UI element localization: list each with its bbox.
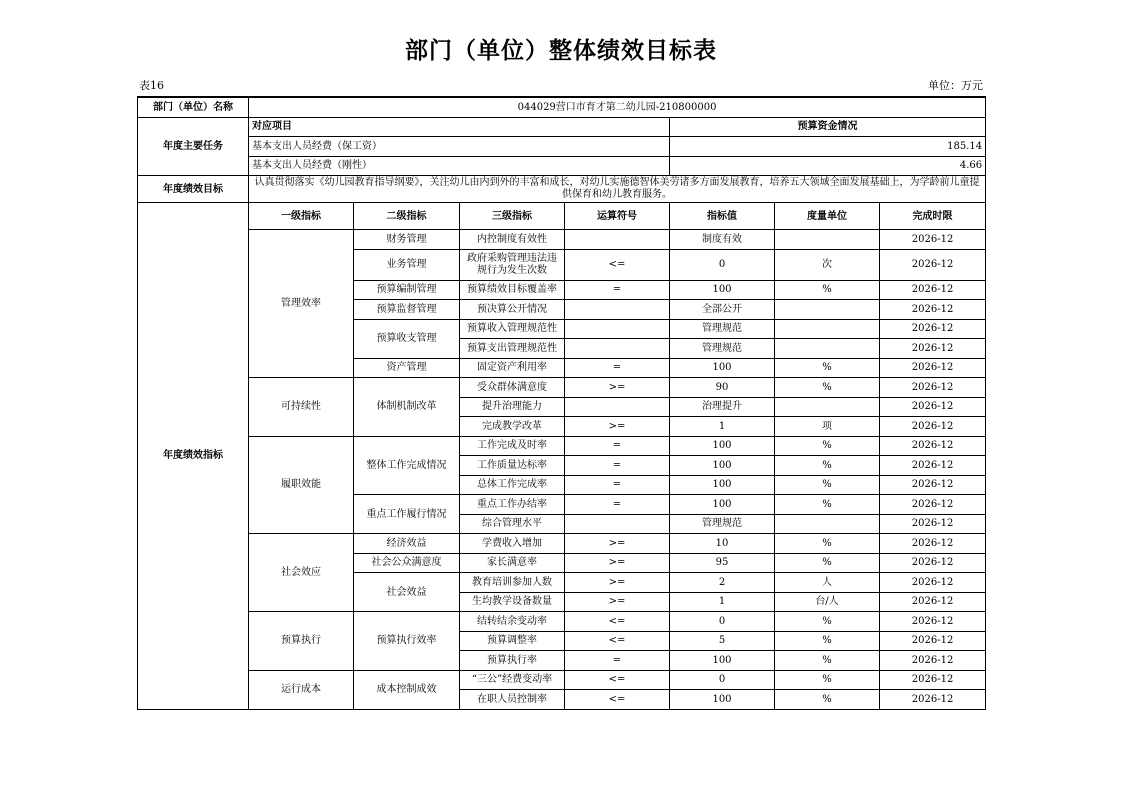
operator [565, 319, 670, 339]
measure-unit: % [775, 670, 880, 690]
level3-indicator: 学费收入增加 [460, 534, 565, 554]
col-project-header: 对应项目 [249, 117, 670, 137]
level3-indicator: 预算支出管理规范性 [460, 339, 565, 359]
dept-label: 部门（单位）名称 [138, 97, 249, 117]
header-operator: 运算符号 [565, 203, 670, 230]
indicator-row [138, 378, 986, 398]
indicator-value: 制度有效 [670, 230, 775, 250]
indicator-value: 全部公开 [670, 300, 775, 320]
deadline: 2026-12 [880, 358, 986, 378]
deadline: 2026-12 [880, 495, 986, 515]
operator: >= [565, 378, 670, 398]
level3-indicator: 固定资产利用率 [460, 358, 565, 378]
measure-unit [775, 230, 880, 250]
task-amount: 4.66 [670, 156, 986, 176]
indicator-row [138, 230, 986, 250]
indicators-label: 年度绩效指标 [138, 203, 249, 710]
measure-unit [775, 300, 880, 320]
deadline: 2026-12 [880, 397, 986, 417]
level3-indicator: 生均教学设备数量 [460, 592, 565, 612]
level1-indicator: 社会效应 [249, 534, 354, 612]
deadline: 2026-12 [880, 319, 986, 339]
measure-unit: 次 [775, 249, 880, 280]
indicator-value: 100 [670, 280, 775, 300]
level3-indicator: 完成教学改革 [460, 417, 565, 437]
indicator-value: 0 [670, 612, 775, 632]
indicator-row [138, 534, 986, 554]
indicator-value: 0 [670, 249, 775, 280]
performance-table [137, 96, 986, 710]
deadline: 2026-12 [880, 573, 986, 593]
indicator-value: 管理规范 [670, 319, 775, 339]
measure-unit [775, 319, 880, 339]
table-number: 表16 [139, 79, 164, 92]
header-unit: 度量单位 [775, 203, 880, 230]
measure-unit: % [775, 690, 880, 710]
deadline: 2026-12 [880, 436, 986, 456]
deadline: 2026-12 [880, 230, 986, 250]
operator [565, 397, 670, 417]
indicator-row [138, 436, 986, 456]
header-deadline: 完成时限 [880, 203, 986, 230]
measure-unit: 台/人 [775, 592, 880, 612]
measure-unit: % [775, 280, 880, 300]
indicator-value: 100 [670, 436, 775, 456]
indicator-value: 管理规范 [670, 339, 775, 359]
goal-label: 年度绩效目标 [138, 176, 249, 203]
measure-unit: % [775, 534, 880, 554]
level3-indicator: 家长满意率 [460, 553, 565, 573]
operator: = [565, 456, 670, 476]
level1-indicator: 预算执行 [249, 612, 354, 671]
measure-unit: 人 [775, 573, 880, 593]
deadline: 2026-12 [880, 280, 986, 300]
indicator-value: 10 [670, 534, 775, 554]
level3-indicator: 综合管理水平 [460, 514, 565, 534]
task-project: 基本支出人员经费（保工资） [249, 137, 670, 157]
operator: <= [565, 612, 670, 632]
operator: = [565, 358, 670, 378]
task-row [138, 137, 986, 157]
task-header-row [138, 117, 986, 137]
measure-unit: % [775, 553, 880, 573]
level3-indicator: 总体工作完成率 [460, 475, 565, 495]
level2-indicator: 预算执行效率 [354, 612, 460, 671]
level2-indicator: 成本控制成效 [354, 670, 460, 709]
measure-unit: % [775, 651, 880, 671]
level1-indicator: 运行成本 [249, 670, 354, 709]
operator: >= [565, 534, 670, 554]
level3-indicator: 工作完成及时率 [460, 436, 565, 456]
level1-indicator: 履职效能 [249, 436, 354, 534]
indicator-header-row [138, 203, 986, 230]
level2-indicator: 社会公众满意度 [354, 553, 460, 573]
measure-unit: % [775, 631, 880, 651]
deadline: 2026-12 [880, 249, 986, 280]
deadline: 2026-12 [880, 690, 986, 710]
operator: = [565, 436, 670, 456]
level2-indicator: 业务管理 [354, 249, 460, 280]
measure-unit [775, 514, 880, 534]
level3-indicator: 重点工作办结率 [460, 495, 565, 515]
tasks-label: 年度主要任务 [138, 117, 249, 176]
measure-unit: % [775, 436, 880, 456]
dept-row [138, 97, 986, 117]
deadline: 2026-12 [880, 592, 986, 612]
measure-unit: % [775, 495, 880, 515]
measure-unit: % [775, 456, 880, 476]
indicator-row [138, 670, 986, 690]
col-budget-header: 预算资金情况 [670, 117, 986, 137]
deadline: 2026-12 [880, 670, 986, 690]
deadline: 2026-12 [880, 612, 986, 632]
dept-name: 044029营口市育才第二幼儿园-210800000 [249, 97, 986, 117]
level3-indicator: 预算绩效目标覆盖率 [460, 280, 565, 300]
task-amount: 185.14 [670, 137, 986, 157]
level3-indicator: 在职人员控制率 [460, 690, 565, 710]
level2-indicator: 资产管理 [354, 358, 460, 378]
indicator-value: 95 [670, 553, 775, 573]
unit-label: 单位：万元 [928, 79, 983, 92]
header-level3: 三级指标 [460, 203, 565, 230]
measure-unit: 项 [775, 417, 880, 437]
indicator-value: 1 [670, 417, 775, 437]
indicator-value: 100 [670, 358, 775, 378]
operator: >= [565, 417, 670, 437]
indicator-row [138, 612, 986, 632]
level3-indicator: 预算执行率 [460, 651, 565, 671]
level3-indicator: 预决算公开情况 [460, 300, 565, 320]
header-level1: 一级指标 [249, 203, 354, 230]
page-title: 部门（单位）整体绩效目标表 [405, 38, 717, 64]
level3-indicator: 政府采购管理违法违规行为发生次数 [460, 249, 565, 280]
task-project: 基本支出人员经费（刚性） [249, 156, 670, 176]
indicator-value: 90 [670, 378, 775, 398]
operator [565, 514, 670, 534]
indicator-value: 100 [670, 495, 775, 515]
deadline: 2026-12 [880, 553, 986, 573]
level2-indicator: 预算监督管理 [354, 300, 460, 320]
goal-row [138, 176, 986, 203]
deadline: 2026-12 [880, 339, 986, 359]
measure-unit: % [775, 358, 880, 378]
operator: = [565, 651, 670, 671]
measure-unit: % [775, 475, 880, 495]
level3-indicator: 预算调整率 [460, 631, 565, 651]
operator: <= [565, 249, 670, 280]
level2-indicator: 重点工作履行情况 [354, 495, 460, 534]
deadline: 2026-12 [880, 534, 986, 554]
operator: = [565, 475, 670, 495]
deadline: 2026-12 [880, 651, 986, 671]
operator: <= [565, 690, 670, 710]
level2-indicator: 财务管理 [354, 230, 460, 250]
level2-indicator: 社会效益 [354, 573, 460, 612]
indicator-value: 管理规范 [670, 514, 775, 534]
operator: = [565, 280, 670, 300]
level3-indicator: 提升治理能力 [460, 397, 565, 417]
indicator-value: 100 [670, 456, 775, 476]
level3-indicator: 结转结余变动率 [460, 612, 565, 632]
operator: >= [565, 553, 670, 573]
level2-indicator: 体制机制改革 [354, 378, 460, 437]
deadline: 2026-12 [880, 378, 986, 398]
level3-indicator: 受众群体满意度 [460, 378, 565, 398]
level3-indicator: 预算收入管理规范性 [460, 319, 565, 339]
deadline: 2026-12 [880, 631, 986, 651]
level3-indicator: 工作质量达标率 [460, 456, 565, 476]
deadline: 2026-12 [880, 300, 986, 320]
operator: >= [565, 573, 670, 593]
measure-unit: % [775, 378, 880, 398]
deadline: 2026-12 [880, 514, 986, 534]
goal-text: 认真贯彻落实《幼儿园教育指导纲要》，关注幼儿由内到外的丰富和成长，对幼儿实施德智体美劳诸多方面发展教育，培养五大领域全面发展基础上，为学龄前儿童提供保育和幼儿教育服务。 [249, 176, 986, 203]
header-value: 指标值 [670, 203, 775, 230]
indicator-value: 治理提升 [670, 397, 775, 417]
operator: <= [565, 631, 670, 651]
operator: >= [565, 592, 670, 612]
indicator-value: 100 [670, 690, 775, 710]
indicator-value: 5 [670, 631, 775, 651]
level1-indicator: 可持续性 [249, 378, 354, 437]
operator: <= [565, 670, 670, 690]
level3-indicator: 内控制度有效性 [460, 230, 565, 250]
level1-indicator: 管理效率 [249, 230, 354, 378]
indicator-value: 0 [670, 670, 775, 690]
level2-indicator: 预算编制管理 [354, 280, 460, 300]
level2-indicator: 整体工作完成情况 [354, 436, 460, 495]
header-level2: 二级指标 [354, 203, 460, 230]
level3-indicator: “三公”经费变动率 [460, 670, 565, 690]
measure-unit [775, 339, 880, 359]
operator [565, 230, 670, 250]
operator [565, 300, 670, 320]
deadline: 2026-12 [880, 417, 986, 437]
indicator-value: 2 [670, 573, 775, 593]
indicator-value: 100 [670, 475, 775, 495]
deadline: 2026-12 [880, 475, 986, 495]
measure-unit [775, 397, 880, 417]
operator [565, 339, 670, 359]
deadline: 2026-12 [880, 456, 986, 476]
measure-unit: % [775, 612, 880, 632]
level2-indicator: 预算收支管理 [354, 319, 460, 358]
operator: = [565, 495, 670, 515]
task-row [138, 156, 986, 176]
indicator-value: 1 [670, 592, 775, 612]
indicator-value: 100 [670, 651, 775, 671]
level2-indicator: 经济效益 [354, 534, 460, 554]
level3-indicator: 教育培训参加人数 [460, 573, 565, 593]
